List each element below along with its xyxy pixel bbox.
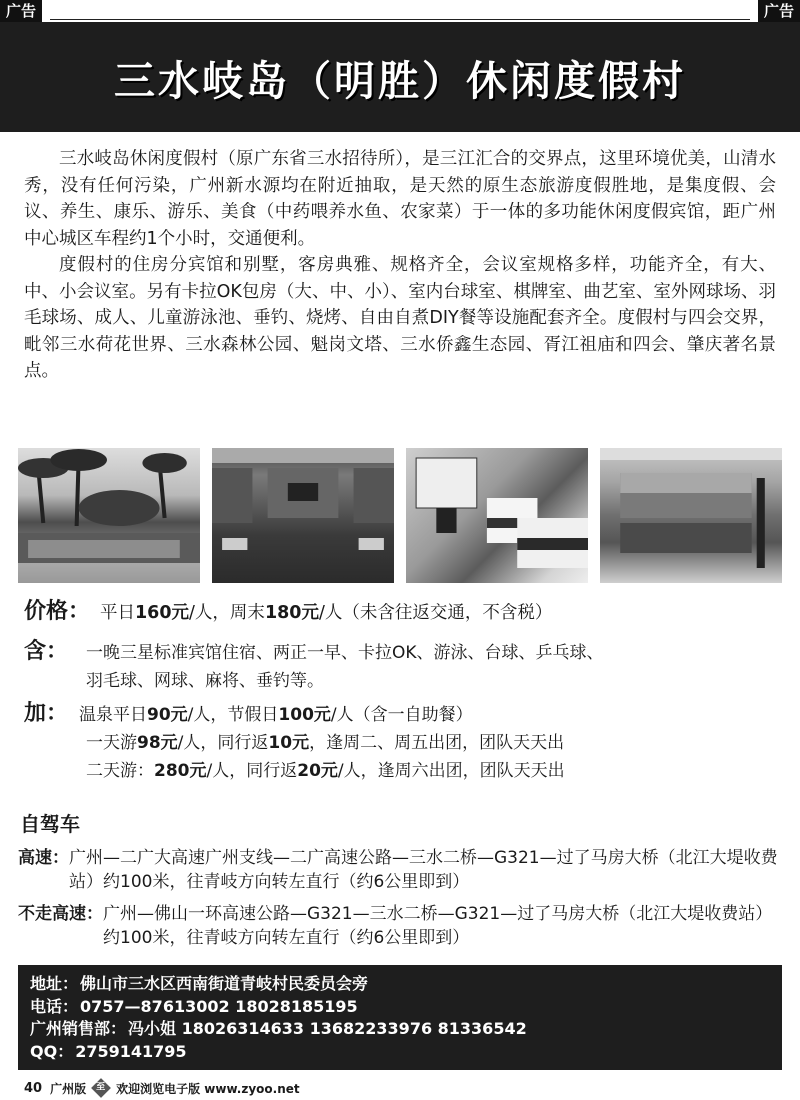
dining-hall-photo (600, 448, 782, 583)
photo-strip (18, 448, 782, 583)
extra-l2-suffix: ，逢周二、周五出团，团队天天出 (309, 733, 565, 753)
extra-l2-mid: /人，同行返 (177, 733, 269, 753)
sales: 冯小姐 18026314633 13682233976 81336542 (128, 1019, 527, 1038)
highway-text: 广州—二广大高速广州支线—二广高速公路—三水二桥—G321—过了马房大桥（北江大堤收费站）约100米，往青岐方向转左直行（约6公里即到） (69, 848, 778, 892)
extra-l3-price2: 20元 (297, 761, 338, 781)
intro-paragraph-2: 度假村的住房分宾馆和别墅，客房典雅、规格齐全，会议室规格多样，功能齐全，有大、中、小会议室。另有卡拉OK包房（大、中、小）、室内台球室、棋牌室、曲艺室、室外网球场、羽毛球场、成人、儿童游泳池、垂钓、烧烤、自由自煮DIY餐等设施配套齐全。度假村与四会交界，毗邻三水荷花世界、三水森林公园、魁岗文塔、三水侨鑫生态园、胥江祖庙和四会、肇庆著名景点。 (24, 255, 776, 381)
extra-l2-prefix: 一天游 (86, 733, 137, 753)
contact-box (18, 965, 782, 1070)
include-line-2: 羽毛球、网球、麻将、垂钓等。 (86, 671, 324, 691)
extra-l1-price2: 100元 (278, 705, 331, 725)
qq: 2759141795 (75, 1041, 187, 1061)
price-weekday-prefix: 平日 (100, 603, 135, 623)
include-section (24, 638, 784, 695)
extra-l1-mid: /人，节假日 (187, 705, 279, 725)
price-section (24, 598, 784, 627)
extra-l1-suffix: /人（含一自助餐） (330, 705, 473, 725)
routes-section (18, 846, 788, 958)
price-weekend-suffix: /人（未含往返交通，不含税） (318, 603, 553, 623)
address: 佛山市三水区西南街道青岐村民委员会旁 (80, 974, 369, 993)
intro-text (24, 146, 776, 385)
extra-label: 加： (24, 701, 69, 726)
phone: 0757—87613002 18028185195 (80, 996, 358, 1016)
page-footer (24, 1078, 300, 1098)
logo-icon (91, 1078, 111, 1098)
highway-route (18, 846, 788, 894)
include-line-1: 一晚三星标准宾馆住宿、两正一早、卡拉OK、游泳、台球、乒乓球、 (86, 643, 604, 663)
price-label: 价格： (24, 599, 91, 624)
guest-room-photo (406, 448, 588, 583)
site-slogan[interactable]: 欢迎浏览电子版 www.zyoo.net (116, 1081, 300, 1096)
top-rule (50, 0, 750, 20)
logo-badge-text: 至 (96, 1082, 106, 1093)
extra-l1-prefix: 温泉平日 (79, 705, 147, 725)
local-label: 不走高速： (18, 904, 103, 924)
address-label: 地址： (30, 974, 79, 993)
sales-label: 广州销售部： (30, 1019, 127, 1038)
phone-label: 电话： (30, 996, 79, 1016)
extra-l2-price1: 98元 (137, 733, 178, 753)
local-text: 广州—佛山一环高速公路—G321—三水二桥—G321—过了马房大桥（北江大堤收费站）约100米，往青岐方向转左直行（约6公里即到） (103, 904, 773, 948)
extra-line-2 (24, 729, 784, 757)
extra-line-3 (24, 757, 784, 785)
intro-paragraph-1: 三水岐岛休闲度假村（原广东省三水招待所），是三江汇合的交界点，这里环境优美，山清水秀，没有任何污染，广州新水源均在附近抽取，是天然的原生态旅游度假胜地，是集度假、会议、养生、康乐、游乐、美食（中药喂养水鱼、农家菜）于一体的多功能休闲度假宾馆，距广州中心城区车程约1个小时，交通便利。 (24, 149, 776, 249)
extra-l3-prefix: 二天游： (86, 761, 154, 781)
extra-l3-mid: /人，同行返 (206, 761, 298, 781)
extra-l2-price2: 10元 (268, 733, 310, 753)
ktv-room-photo (212, 448, 394, 583)
price-weekday-suffix: /人，周末 (189, 603, 265, 623)
page-title: 三水岐岛（明胜）休闲度假村 (114, 56, 686, 105)
qq-label: QQ： (30, 1041, 74, 1061)
title-banner (0, 22, 800, 132)
self-drive-heading: 自驾车 (20, 812, 80, 836)
page-number: 40 (24, 1080, 43, 1096)
ad-label-left: 广告 (0, 0, 42, 22)
price-weekend: 180元 (264, 603, 319, 623)
include-label: 含： (24, 639, 69, 664)
price-weekday: 160元 (135, 603, 190, 623)
extra-l3-price1: 280元 (154, 761, 207, 781)
extra-l1-price1: 90元 (147, 705, 188, 725)
ad-label-right: 广告 (758, 0, 800, 22)
highway-label: 高速： (18, 848, 69, 868)
local-route (18, 902, 788, 950)
extra-l3-suffix: /人，逢周六出团，团队天天出 (337, 761, 565, 781)
extra-section (24, 700, 784, 785)
edition-label: 广州版 (50, 1081, 87, 1096)
pool-photo (18, 448, 200, 583)
